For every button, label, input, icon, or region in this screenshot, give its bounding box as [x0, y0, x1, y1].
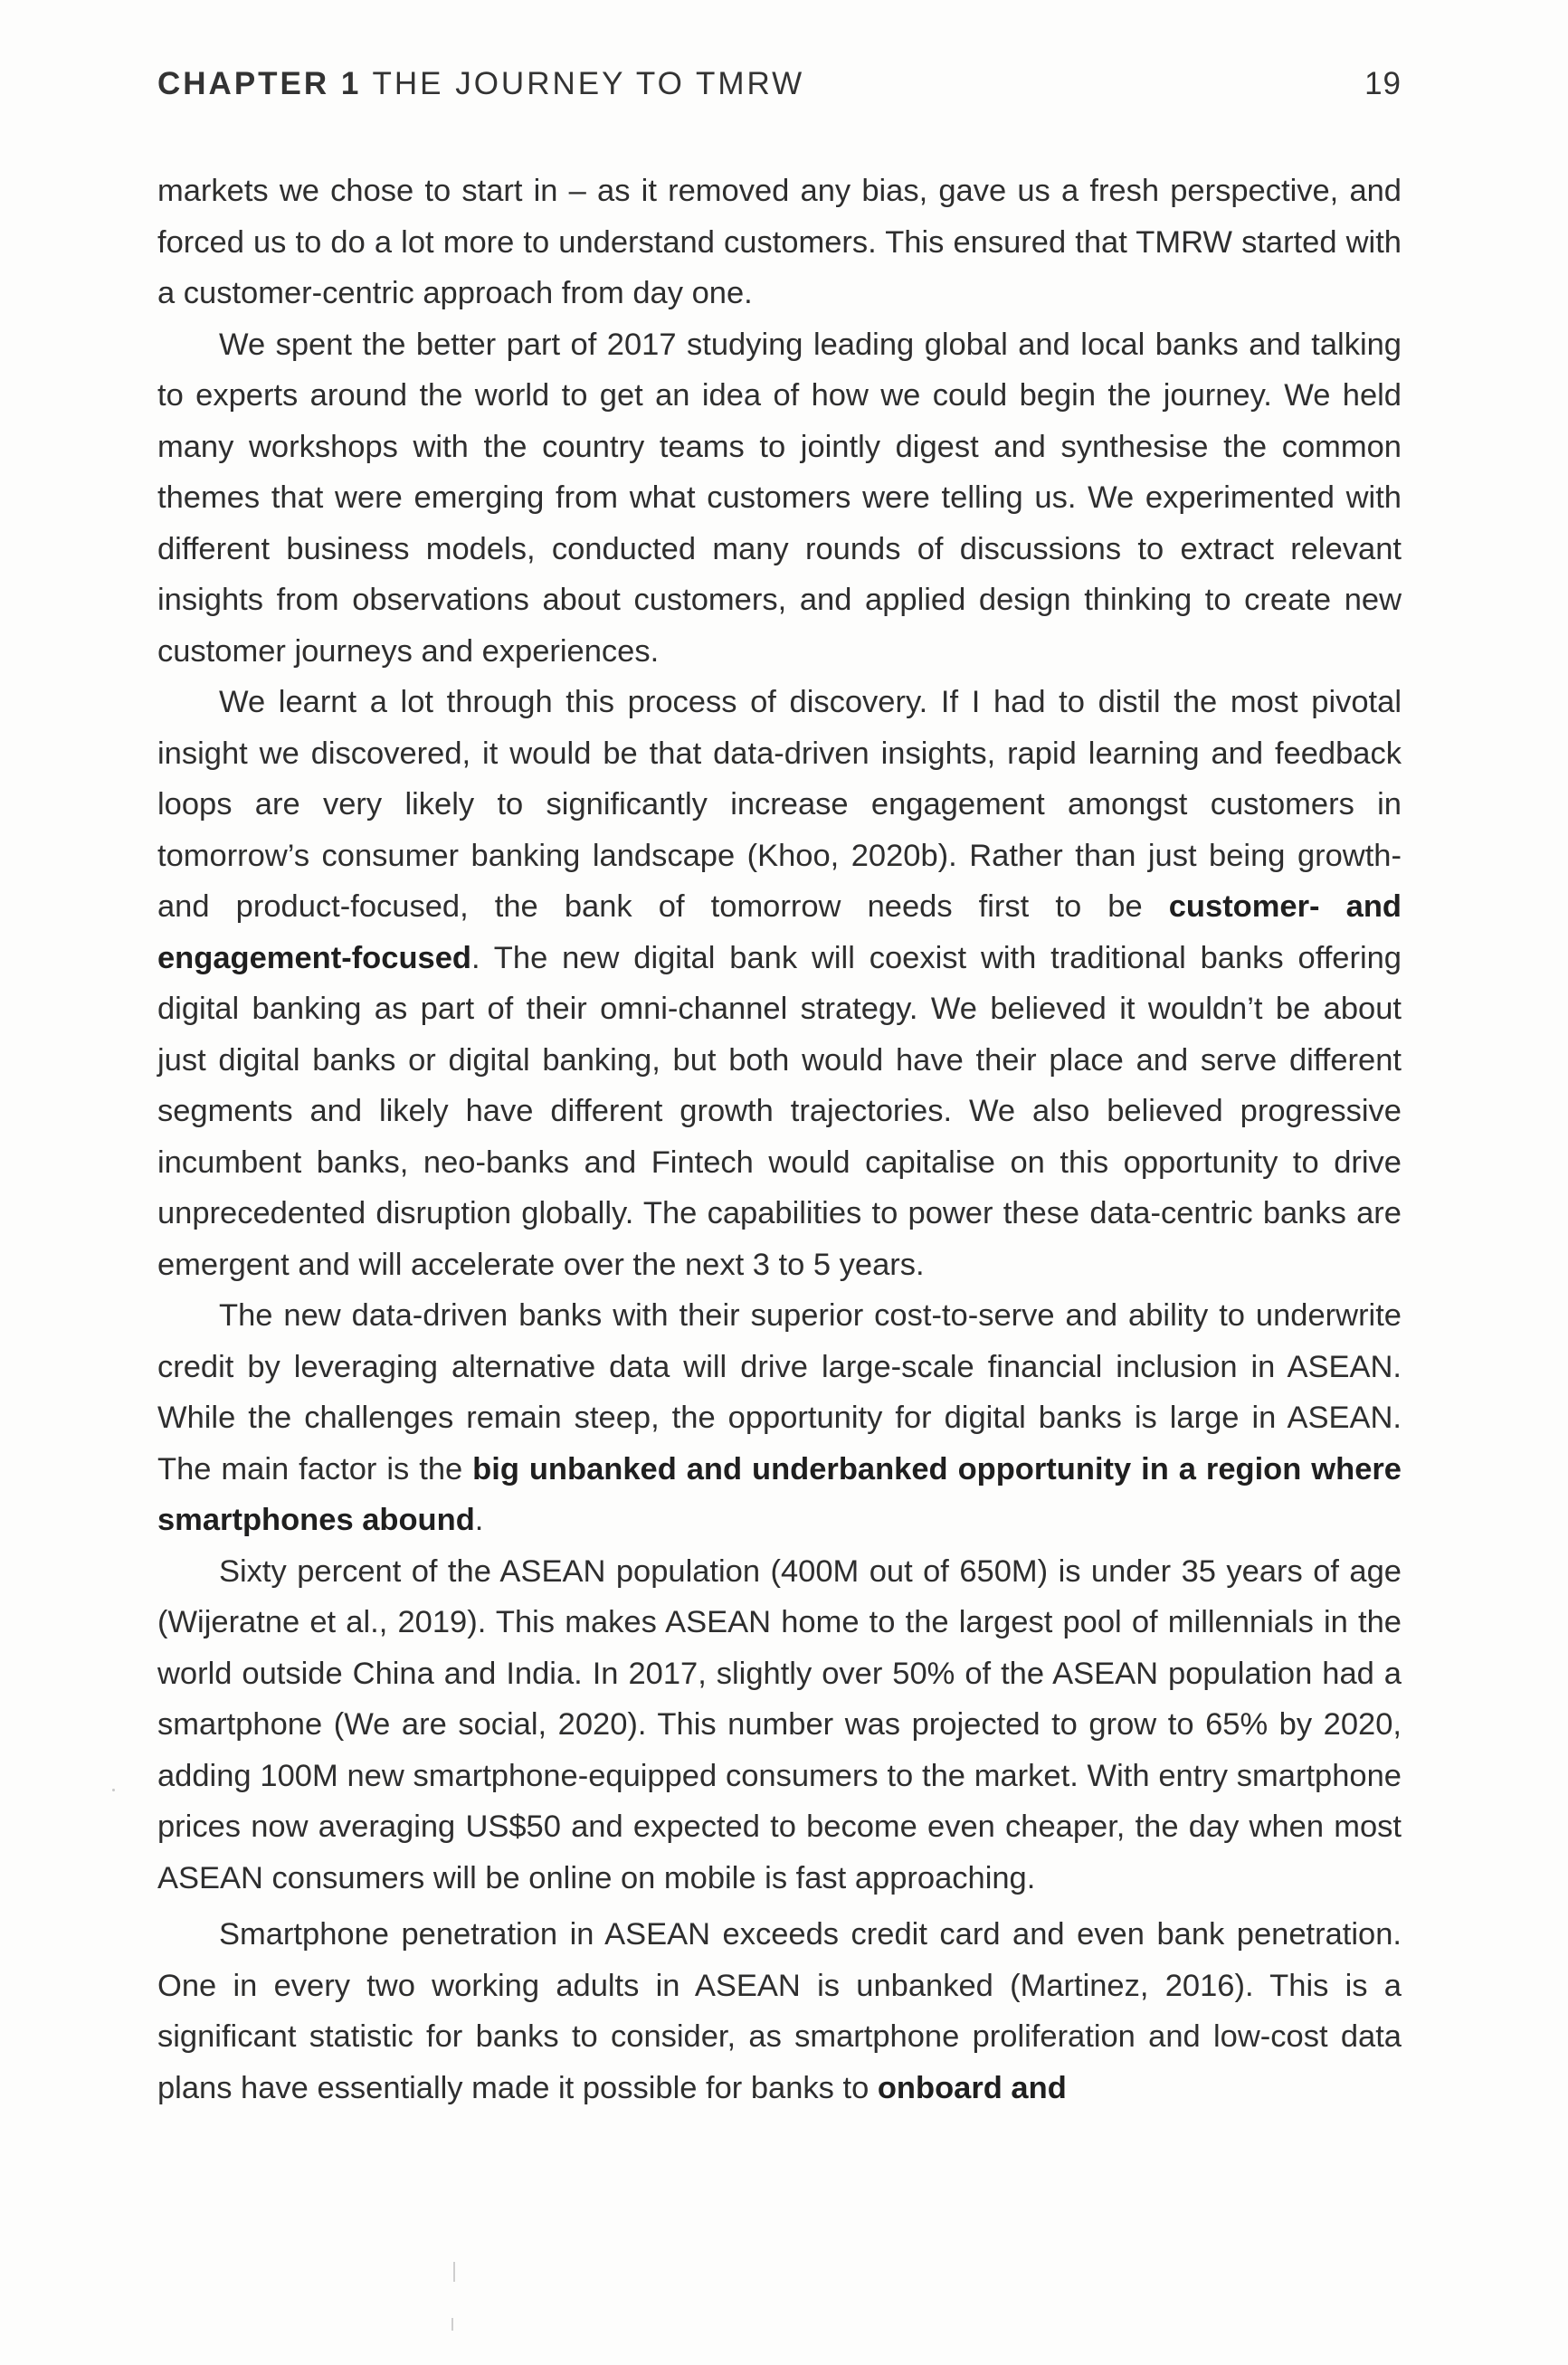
- paragraph-3: [157, 677, 1402, 1290]
- paragraph-4-text-a: The new data-driven banks with their superior cost-to-serve and ability to underwrite credit by leveraging alternative data will drive large-scale financial inclusion in ASEAN. While the challenges remain steep, the opportunity for digital banks is large in ASEAN. The main factor is the: [157, 1298, 1402, 1486]
- paragraph-2: We spent the better part of 2017 studying leading global and local banks and talking to experts around the world to get an idea of how we could begin the journey. We held many workshops with the country teams to jointly digest and synthesise the common themes that were emerging from what customers were telling us. We experimented with different business models, conducted many rounds of discussions to extract relevant insights from observations about customers, and applied design thinking to create new customer journeys and experiences.: [157, 327, 1402, 669]
- chapter-label: CHAPTER 1: [157, 66, 362, 101]
- page-number: 19: [1364, 66, 1402, 101]
- paragraph-5: Sixty percent of the ASEAN population (400M out of 650M) is under 35 years of age (Wijeratne et al., 2019). This makes ASEAN home to the largest pool of millennials in the world outside China and India. In 2017, slightly over 50% of the ASEAN population had a smartphone (We are social, 2020). This number was projected to grow to 65% by 2020, adding 100M new smartphone-equipped consumers to the market. With entry smartphone prices now averaging US$50 and expected to become even cheaper, the day when most ASEAN consumers will be online on mobile is fast approaching.: [157, 1553, 1402, 1895]
- paragraph-6-text-a: Smartphone penetration in ASEAN exceeds credit card and even bank penetration. One in every two working adults in ASEAN is unbanked (Martinez, 2016). This is a significant statistic for banks to consider, as smartphone proliferation and low-cost data plans have essentially made it possible for banks to: [157, 1917, 1402, 2105]
- paragraph-4-emphasis: big unbanked and underbanked opportunity in a region where smartphones abound: [157, 1451, 1402, 1537]
- running-header: [157, 62, 1402, 107]
- scan-speck: [112, 1789, 115, 1791]
- paragraph-3-text-a: We learnt a lot through this process of discovery. If I had to distil the most pivotal insight we discovered, it would be that data-driven insights, rapid learning and feedback loops are very likely to significantly increase engagement amongst customers in tomorrow’s consumer banking landscape (Khoo, 2020b). Rather than just being growth- and product-focused, the bank of tomorrow needs first to be: [157, 685, 1402, 924]
- scan-mark: [451, 2318, 453, 2331]
- paragraph-4-text-b: .: [474, 1503, 484, 1537]
- paragraph-6-emphasis: onboard and: [877, 2070, 1067, 2105]
- paragraph-4: [157, 1290, 1402, 1546]
- paragraph-3-text-b: . The new digital bank will coexist with traditional banks offering digital banking as part of their omni-channel strategy. We believed it wouldn’t be about just digital banks or digital banking, but both would have their place and serve different segments and likely have different growth trajectories. We also believed progressive incumbent banks, neo-banks and Fintech would capitalise on this opportunity to drive unprecedented disruption globally. The capabilities to power these data-centric banks are emergent and will accelerate over the next 3 to 5 years.: [157, 940, 1402, 1282]
- scan-mark: [453, 2262, 455, 2282]
- body-text: [157, 166, 1402, 2113]
- chapter-title: THE JOURNEY TO TMRW: [372, 66, 805, 101]
- paragraph-3-emphasis: customer- and engagement-focused: [157, 889, 1402, 975]
- chapter-heading: [157, 66, 804, 102]
- paragraph-1: markets we chose to start in – as it removed any bias, gave us a fresh perspective, and forced us to do a lot more to understand customers. This ensured that TMRW started with a customer-centric approach from day one.: [157, 174, 1402, 310]
- paragraph-6: [157, 1909, 1402, 2113]
